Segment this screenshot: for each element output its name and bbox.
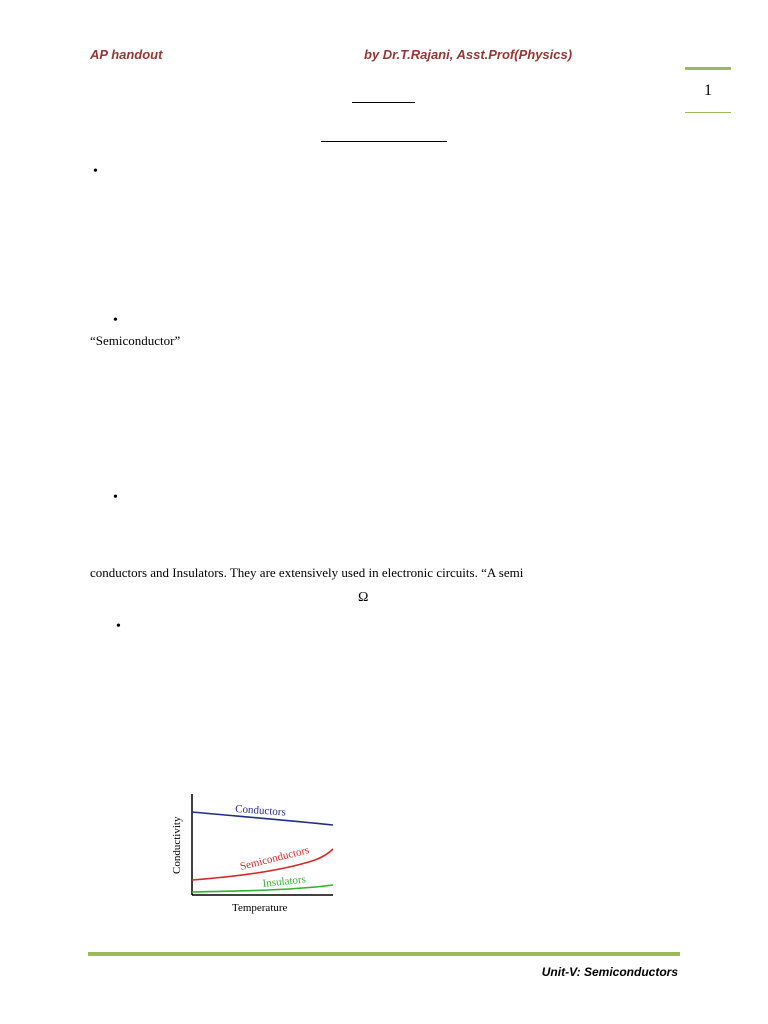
header-left-title: AP handout: [90, 47, 163, 62]
footer-rule: [88, 952, 680, 956]
footer-unit-title: Unit-V: Semiconductors: [541, 965, 678, 979]
title-underline-1: [352, 102, 415, 103]
page-number-bottom-rule: [685, 112, 731, 113]
semiconductor-term: “Semiconductor”: [90, 333, 181, 348]
bullet-point-2: •: [113, 313, 118, 328]
bullet-point-4: •: [116, 619, 121, 634]
semiconductors-label: Semiconductors: [238, 844, 311, 873]
omega-symbol: Ω: [358, 590, 369, 605]
page-number: 1: [704, 82, 712, 99]
insulators-label: Insulators: [262, 873, 307, 890]
bullet-point-1: •: [93, 164, 98, 179]
x-axis-label: Temperature: [232, 902, 288, 914]
conductors-insulators-line: conductors and Insulators. They are extensively used in electronic circuits. “A semi: [90, 565, 524, 580]
conductivity-temperature-figure: [165, 788, 345, 918]
y-axis-label: Conductivity: [171, 816, 183, 874]
title-underline-2: [321, 141, 447, 142]
bullet-point-3: •: [113, 490, 118, 505]
page-number-top-rule: [685, 67, 731, 70]
conductors-label: Conductors: [234, 803, 287, 819]
header-author: by Dr.T.Rajani, Asst.Prof(Physics): [364, 47, 573, 62]
